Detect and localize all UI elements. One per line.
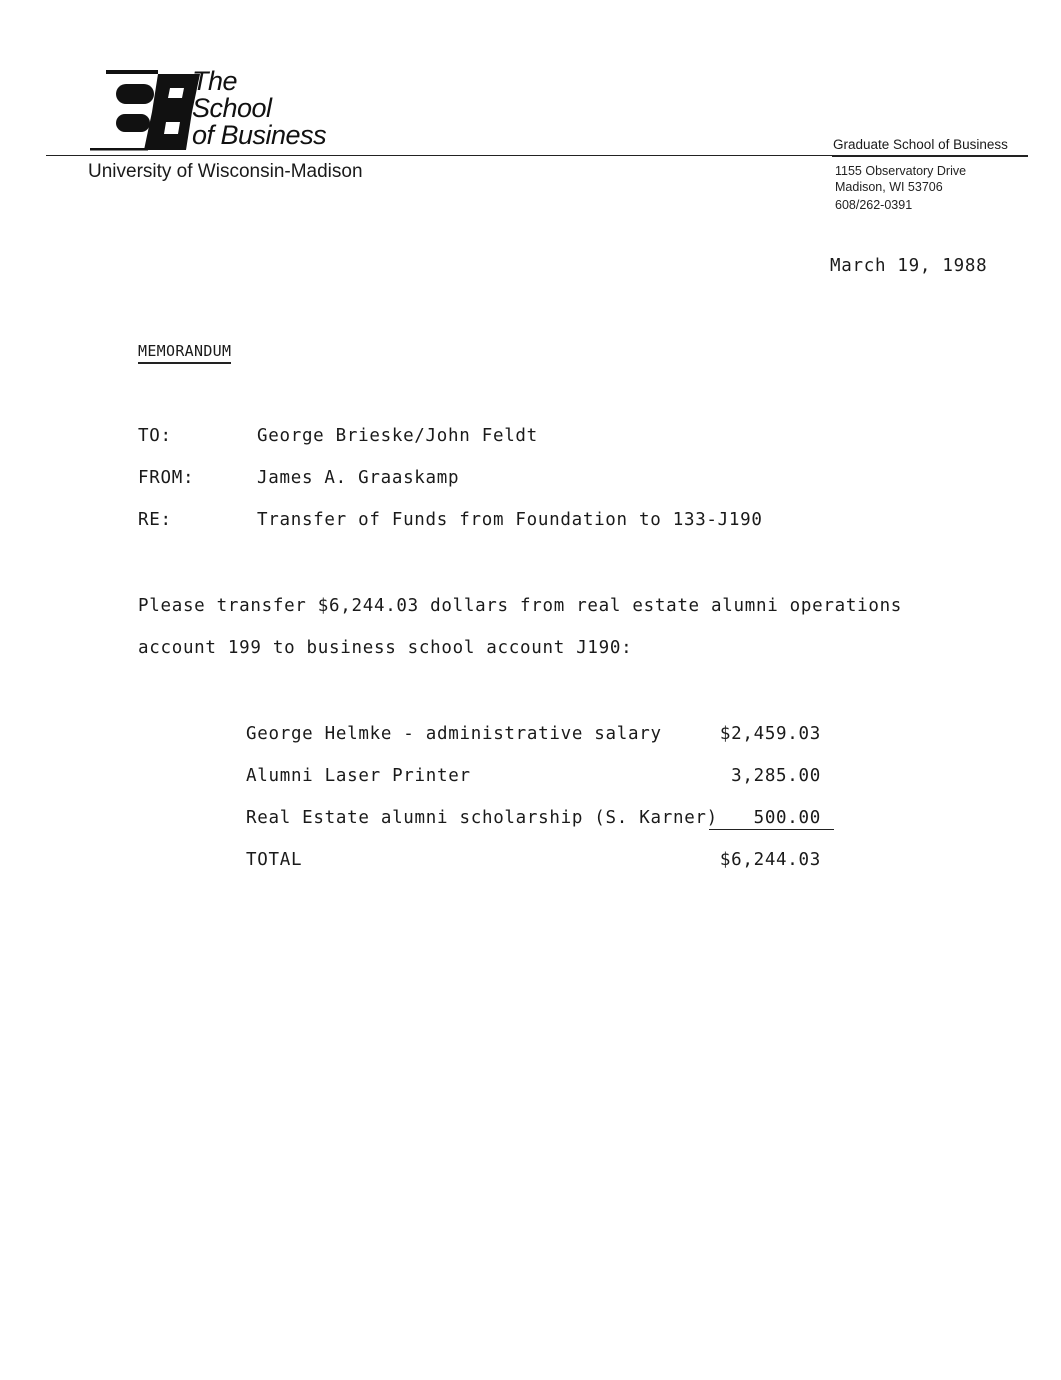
letterhead-rule-accent [832, 155, 1028, 157]
department-name: Graduate School of Business [833, 137, 1008, 152]
item-description: George Helmke - administrative salary [246, 724, 662, 744]
address-street: 1155 Observatory Drive [835, 164, 967, 178]
re-value: Transfer of Funds from Foundation to 133-J190 [257, 510, 763, 530]
memo-title: MEMORANDUM [138, 342, 231, 364]
item-amount: $2,459.03 [719, 724, 821, 744]
subtotal-rule [709, 829, 834, 830]
logo-word-the: The [192, 66, 238, 96]
item-description: Alumni Laser Printer [246, 766, 471, 786]
total-label: TOTAL [246, 850, 303, 870]
item-amount: 500.00 [753, 808, 821, 828]
address-phone: 608/262-0391 [835, 198, 913, 212]
from-value: James A. Graaskamp [257, 468, 460, 488]
re-label: RE: [138, 510, 172, 530]
item-description: Real Estate alumni scholarship (S. Karner) [246, 808, 718, 828]
body-line-1: Please transfer $6,244.03 dollars from real estate alumni operations [138, 596, 903, 616]
total-amount: $6,244.03 [719, 850, 821, 870]
to-value: George Brieske/John Feldt [257, 426, 538, 446]
university-name: University of Wisconsin-Madison [88, 161, 363, 182]
logo-word-of-business: of Business [192, 120, 327, 150]
address-city: Madison, WI 53706 [835, 180, 943, 194]
to-label: TO: [138, 426, 172, 446]
logo-word-school: School [192, 93, 272, 123]
memo-date: March 19, 1988 [830, 256, 988, 276]
body-line-2: account 199 to business school account J190: [138, 638, 633, 658]
from-label: FROM: [138, 468, 195, 488]
school-logo-b-mark [88, 66, 200, 154]
item-amount: 3,285.00 [731, 766, 821, 786]
